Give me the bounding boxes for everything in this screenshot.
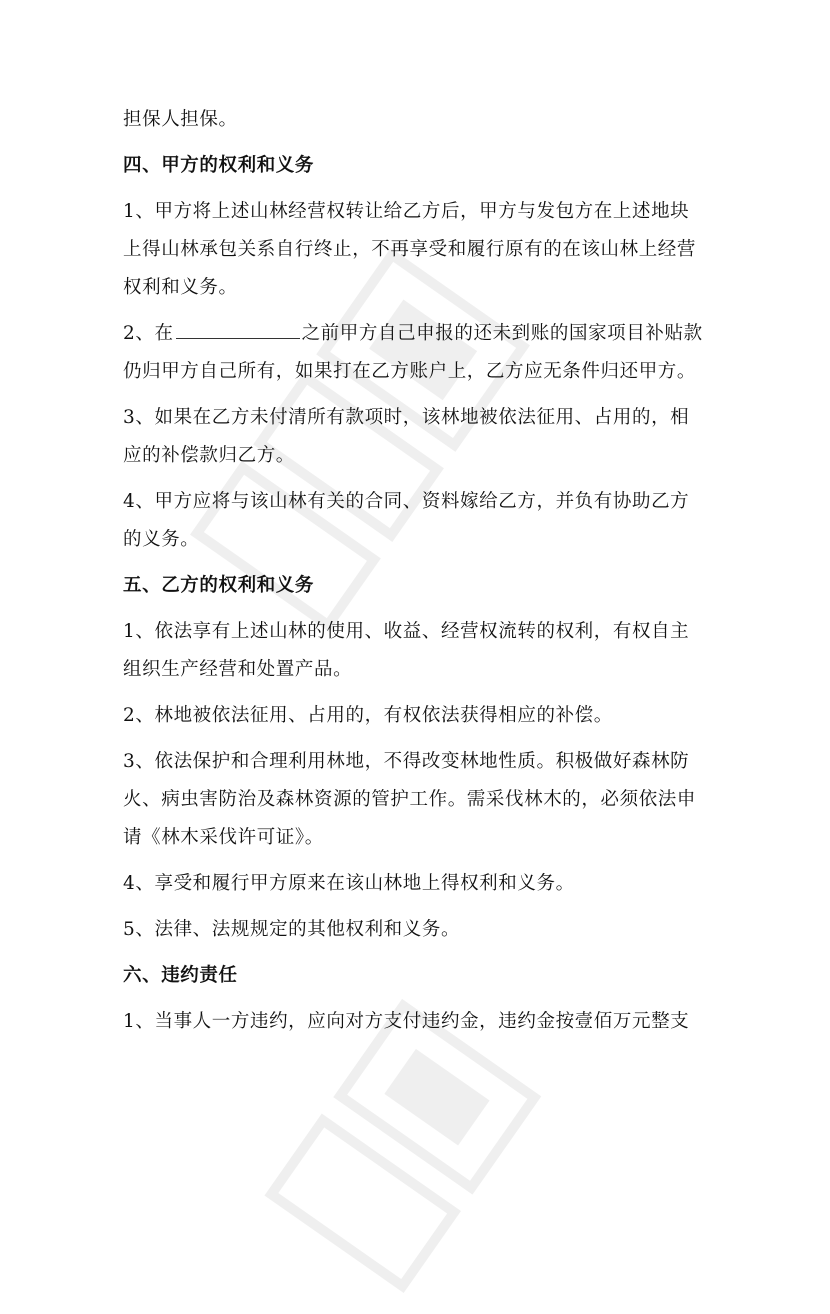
text-line: 1、当事人一方违约，应向对方支付违约金，违约金按壹佰万元整支: [123, 1011, 690, 1032]
section-heading-6: 六、违约责任: [123, 965, 238, 986]
text-line: 3、依法保护和合理利用林地，不得改变林地性质。积极做好森林防: [123, 751, 690, 772]
text-line: 上得山林承包关系自行终止，不再享受和履行原有的在该山林上经营: [123, 239, 697, 260]
text-line: 请《林木采伐许可证》。: [123, 827, 324, 848]
text-line: 1、甲方将上述山林经营权转让给乙方后，甲方与发包方在上述地块: [123, 201, 690, 222]
text-line: 的义务。: [123, 529, 200, 550]
text-line: 火、病虫害防治及森林资源的管护工作。需采伐林木的，必须依法申: [123, 789, 697, 810]
text-line: 担保人担保。: [123, 109, 238, 130]
text-line: 应的补偿款归乙方。: [123, 445, 295, 466]
text-line: 2、林地被依法征用、占用的，有权依法获得相应的补偿。: [123, 705, 613, 726]
text-line: 组织生产经营和处置产品。: [123, 659, 353, 680]
document-body: [123, 101, 715, 1041]
text-line: 1、依法享有上述山林的使用、收益、经营权流转的权利，有权自主: [123, 621, 690, 642]
section-heading-5: 五、乙方的权利和义务: [123, 575, 315, 596]
text-line: 权利和义务。: [123, 277, 238, 298]
text-line: 5、法律、法规规定的其他权利和义务。: [123, 919, 461, 940]
text-line-with-blank: [123, 315, 715, 353]
clause-prefix: 2、在: [123, 323, 174, 344]
text-line: 4、甲方应将与该山林有关的合同、资料嫁给乙方，并负有协助乙方: [123, 491, 690, 512]
section-heading-4: 四、甲方的权利和义务: [123, 155, 315, 176]
blank-field: [176, 320, 300, 339]
text-line: 4、享受和履行甲方原来在该山林地上得权利和义务。: [123, 873, 575, 894]
clause-suffix: 之前甲方自己申报的还未到账的国家项目补贴款: [301, 323, 703, 344]
text-line: 仍归甲方自己所有，如果打在乙方账户上，乙方应无条件归还甲方。: [123, 361, 697, 382]
text-line: 3、如果在乙方未付清所有款项时，该林地被依法征用、占用的，相: [123, 407, 690, 428]
